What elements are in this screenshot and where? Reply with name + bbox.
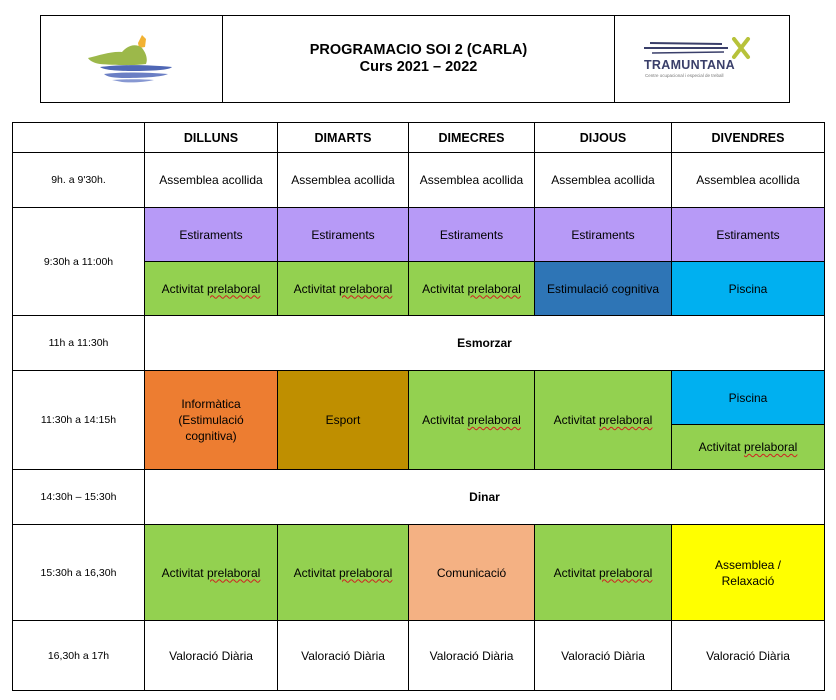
activity-cell: Assemblea acollida — [672, 153, 825, 208]
activity-cell: Assemblea acollida — [535, 153, 672, 208]
activity-cell: Estiraments — [535, 208, 672, 262]
landscape-logo-icon — [82, 33, 182, 85]
time-slot: 11:30h a 14:15h — [13, 371, 145, 470]
activity-cell — [145, 371, 278, 470]
activity-line: Relaxació — [721, 573, 775, 588]
activity-line: cognitiva) — [185, 429, 237, 443]
activity-cell: Valoració Diària — [278, 621, 409, 691]
day-header-dimecres: DIMECRES — [409, 123, 535, 153]
day-header-dimarts: DIMARTS — [278, 123, 409, 153]
activity-cell — [278, 525, 409, 621]
table-row — [13, 525, 825, 621]
activity-cell: Valoració Diària — [145, 621, 278, 691]
activity-cell: Valoració Diària — [409, 621, 535, 691]
document-header — [40, 15, 790, 103]
activity-word: Activitat — [293, 565, 336, 580]
logo-right-name: TRAMUNTANA — [644, 58, 735, 72]
activity-cell: Estiraments — [672, 208, 825, 262]
time-slot: 14:30h – 15:30h — [13, 470, 145, 525]
activity-cell — [409, 262, 535, 316]
activity-word: Activitat — [422, 281, 465, 296]
break-cell: Dinar — [145, 470, 825, 525]
activity-word: Activitat — [161, 565, 204, 580]
activity-cell — [672, 425, 825, 470]
activity-cell: Piscina — [672, 262, 825, 316]
activity-word: prelaboral — [467, 281, 521, 296]
activity-cell — [535, 371, 672, 470]
activity-line: Informàtica — [181, 397, 241, 411]
activity-line: Assemblea / — [714, 557, 782, 572]
activity-line: (Estimulació — [178, 413, 244, 427]
activity-word: Activitat — [698, 440, 741, 454]
activity-cell: Estiraments — [409, 208, 535, 262]
table-row — [13, 208, 825, 262]
logo-left — [41, 16, 223, 102]
activity-cell: Estiraments — [145, 208, 278, 262]
activity-cell: Valoració Diària — [535, 621, 672, 691]
table-row — [13, 316, 825, 371]
title-line-1: PROGRAMACIO SOI 2 (CARLA) — [309, 42, 528, 58]
table-row — [13, 371, 825, 425]
activity-cell: Comunicació — [409, 525, 535, 621]
title-line-2: Curs 2021 – 2022 — [359, 59, 478, 75]
activity-cell: Assemblea acollida — [409, 153, 535, 208]
day-header-dijous: DIJOUS — [535, 123, 672, 153]
table-header-row — [13, 123, 825, 153]
activity-word: prelaboral — [206, 281, 261, 296]
activity-word: Activitat — [293, 281, 336, 296]
activity-word: Activitat — [422, 413, 465, 427]
table-row — [13, 470, 825, 525]
time-slot: 16,30h a 17h — [13, 621, 145, 691]
activity-word: prelaboral — [206, 565, 261, 580]
activity-cell — [278, 262, 409, 316]
activity-cell — [145, 262, 278, 316]
activity-word: Activitat — [553, 413, 596, 427]
activity-cell: Estiraments — [278, 208, 409, 262]
activity-cell — [672, 525, 825, 621]
activity-word: prelaboral — [467, 413, 521, 427]
activity-word: prelaboral — [338, 281, 393, 296]
table-row — [13, 621, 825, 691]
activity-word: prelaboral — [743, 440, 798, 454]
activity-cell — [535, 525, 672, 621]
schedule-table — [12, 122, 825, 691]
day-header-divendres: DIVENDRES — [672, 123, 825, 153]
logo-right-tagline: Centre ocupacional i especial de treball — [645, 73, 724, 78]
time-slot: 9h. a 9'30h. — [13, 153, 145, 208]
logo-right — [615, 16, 789, 102]
table-row — [13, 153, 825, 208]
document-title — [223, 16, 615, 102]
activity-cell: Estimulació cognitiva — [535, 262, 672, 316]
time-slot: 11h a 11:30h — [13, 316, 145, 371]
activity-cell: Assemblea acollida — [145, 153, 278, 208]
break-cell: Esmorzar — [145, 316, 825, 371]
activity-cell — [409, 371, 535, 470]
day-header-dilluns: DILLUNS — [145, 123, 278, 153]
activity-word: Activitat — [161, 281, 204, 296]
activity-word: prelaboral — [598, 413, 653, 427]
activity-cell — [145, 525, 278, 621]
corner-cell — [13, 123, 145, 153]
activity-word: prelaboral — [338, 565, 393, 580]
time-slot: 9:30h a 11:00h — [13, 208, 145, 316]
activity-word: prelaboral — [598, 565, 653, 580]
activity-word: Activitat — [553, 565, 596, 580]
activity-cell: Esport — [278, 371, 409, 470]
activity-cell: Assemblea acollida — [278, 153, 409, 208]
activity-cell: Piscina — [672, 371, 825, 425]
activity-cell: Valoració Diària — [672, 621, 825, 691]
time-slot: 15:30h a 16,30h — [13, 525, 145, 621]
